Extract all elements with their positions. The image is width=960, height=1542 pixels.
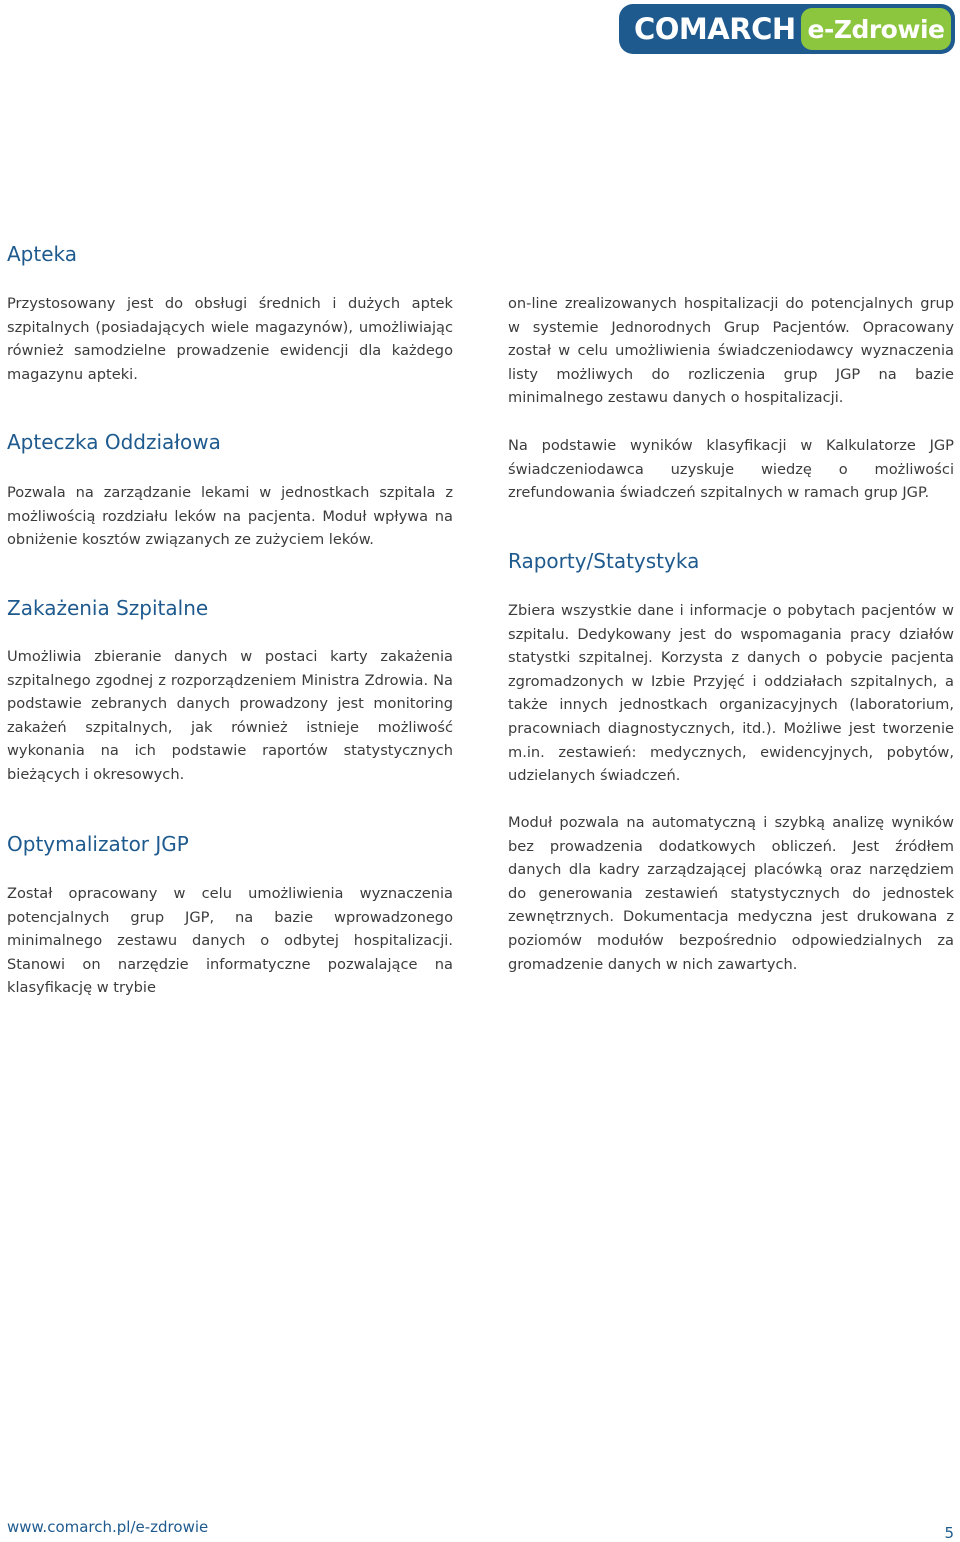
section-text-kalkulator: Na podstawie wyników klasyfikacji w Kalkulatorze JGP świadczeniodawca uzyskuje wiedzę o możliwości zrefundowania świadczeń szpitalnych w ramach grup JGP.	[508, 437, 954, 502]
section-title-raporty: Raporty/Statystyka	[508, 549, 700, 573]
page-number: 5	[944, 1524, 954, 1542]
section-text-raporty-1: Zbiera wszystkie dane i informacje o pobytach pacjentów w szpitalu. Dedykowany jest do wspomagania pracy działów statystki szpitalnej. Korzysta z danych o pobycie pacjenta zgromadzonych w Izbie Przyjęć i oddziałach szpitalnych, a także innych jednostkach organizacyjnych (laboratorium, pracowniach diagnostycznych, itd.). Możliwe jest tworzenie m.in. zestawień: medycznych, ewidencyjnych, pobytów, udzielanych świadczeń.	[508, 602, 954, 785]
section-title-zakazenia: Zakażenia Szpitalne	[7, 596, 209, 620]
section-text-raporty-2: Moduł pozwala na automatyczną i szybką analizę wyników bez prowadzenia dodatkowych obliczeń. Jest źródłem danych dla kadry zarządzającej placówką oraz narzędziem do generowania zestawień statystycznych do jednostek zewnętrznych. Dokumentacja medyczna jest drukowana z poziomów modułów bezpośrednio odpowiedzialnych za gromadzenie danych w nich zawartych.	[508, 814, 954, 973]
section-title-apteczka: Apteczka Oddziałowa	[7, 430, 221, 454]
logo-brand: COMARCH	[634, 12, 796, 46]
footer-url-link[interactable]: www.comarch.pl/e-zdrowie	[7, 1518, 209, 1536]
section-text-optymalizator: Został opracowany w celu umożliwienia wyznaczenia potencjalnych grup JGP, na bazie wprowadzonego minimalnego zestawu danych o odbytej hospitalizacji. Stanowi on narzędzie informatyczne pozwalające na klasyfikację w trybie	[7, 885, 453, 997]
section-title-apteka: Apteka	[7, 242, 78, 266]
section-title-optymalizator: Optymalizator JGP	[7, 832, 189, 856]
comarch-e-zdrowie-logo	[619, 4, 955, 54]
section-text-apteczka: Pozwala na zarządzanie lekami w jednostkach szpitala z możliwością rozdziału leków na pacjenta. Moduł wpływa na obniżenie kosztów związanych ze zużyciem leków.	[7, 484, 453, 549]
logo-product: e-Zdrowie	[801, 8, 951, 50]
section-text-optymalizator-continued: on-line zrealizowanych hospitalizacji do potencjalnych grup w systemie Jednorodnych Grup Pacjentów. Opracowany został w celu umożliwienia świadczeniodawcy wyznaczenia listy możliwych do rozliczenia grup JGP na bazie minimalnego zestawu danych o hospitalizacji.	[508, 295, 954, 407]
section-text-zakazenia: Umożliwia zbieranie danych w postaci karty zakażenia szpitalnego zgodnej z rozporządzeniem Ministra Zdrowia. Na podstawie zebranych danych prowadzony jest monitoring zakażeń szpitalnych, jak również istnieje możliwość wykonania na ich podstawie raportów statystycznych bieżących i okresowych.	[7, 648, 453, 783]
section-text-apteka: Przystosowany jest do obsługi średnich i dużych aptek szpitalnych (posiadających wiele magazynów), umożliwiając również samodzielne prowadzenie ewidencji dla każdego magazynu apteki.	[7, 295, 453, 383]
